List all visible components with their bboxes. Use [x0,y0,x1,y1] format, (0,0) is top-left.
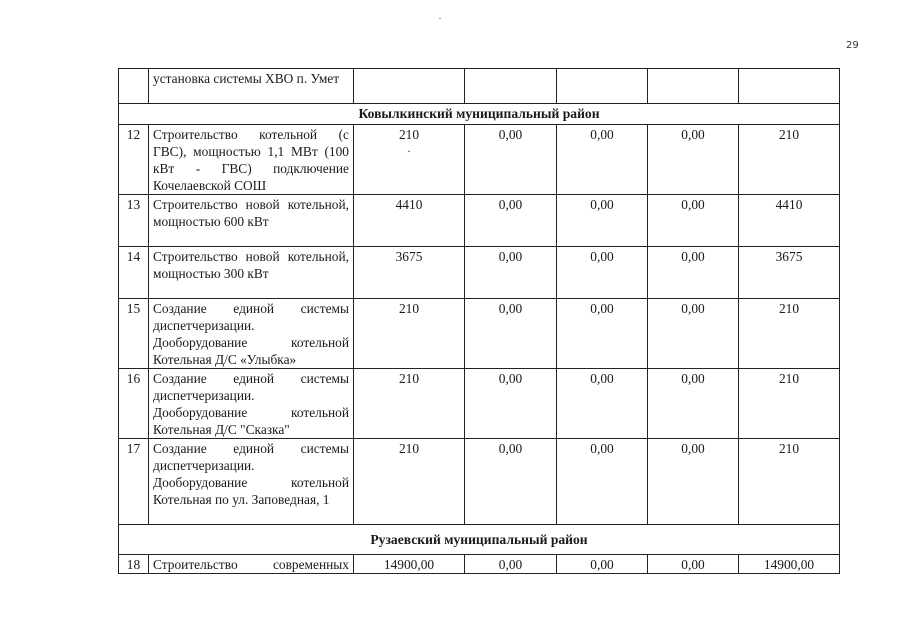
row-description: Создание единой системы диспетчеризации. Дооборудование котельной Котельная Д/С "Сказка" [149,369,354,439]
row-value: 0,00 [648,555,739,574]
row-description: установка системы ХВО п. Умет [149,69,354,104]
row-value: 14900,00 [354,555,465,574]
row-value: 0,00 [648,195,739,247]
row-value [354,69,465,104]
row-value [648,69,739,104]
row-number: 12 [119,125,149,195]
row-value: 0,00 [465,439,557,525]
row-number: 15 [119,299,149,369]
investment-table [118,68,840,574]
row-value: 0,00 [557,369,648,439]
row-value: 0,00 [648,299,739,369]
row-value: 210 [739,369,840,439]
row-value: 210 [354,369,465,439]
row-description: Создание единой системы диспетчеризации. Дооборудование котельной Котельная Д/С «Улыбка» [149,299,354,369]
row-value: 4410 [739,195,840,247]
row-value [354,125,465,195]
row-value: 0,00 [465,555,557,574]
row-value: 0,00 [557,247,648,299]
row-number: 17 [119,439,149,525]
row-number: 14 [119,247,149,299]
table-row [119,439,840,525]
row-value: 0,00 [557,125,648,195]
row-value: 0,00 [648,439,739,525]
row-value: 0,00 [465,299,557,369]
row-value: 3675 [354,247,465,299]
row-number: 13 [119,195,149,247]
table-row [119,125,840,195]
row-value: 3675 [739,247,840,299]
row-description: Строительство новой котельной, мощностью 600 кВт [149,195,354,247]
row-value: 0,00 [465,247,557,299]
row-value: 0,00 [557,439,648,525]
table-row [119,69,840,104]
table-row [119,195,840,247]
row-value [465,69,557,104]
table-row [119,555,840,574]
row-value: 0,00 [648,369,739,439]
section-title: Рузаевский муниципальный район [119,525,840,555]
row-value: 0,00 [465,195,557,247]
row-value: 0,00 [557,299,648,369]
row-value: 14900,00 [739,555,840,574]
row-number: 18 [119,555,149,574]
row-value [557,69,648,104]
row-value: 0,00 [557,555,648,574]
scan-mark [439,18,441,19]
row-value: 0,00 [557,195,648,247]
row-value: 4410 [354,195,465,247]
scan-dot: . [407,141,411,155]
row-value: 0,00 [648,125,739,195]
table-row [119,299,840,369]
row-number: 16 [119,369,149,439]
section-title: Ковылкинский муниципальный район [119,104,840,125]
row-value [739,69,840,104]
row-description: Создание единой системы диспетчеризации. Дооборудование котельной Котельная по ул. Заповедная, 1 [149,439,354,525]
table-row [119,369,840,439]
table-row [119,247,840,299]
row-value: 210 [739,125,840,195]
row-value-text: 210 [398,127,420,142]
row-value: 210 [354,439,465,525]
row-value: 0,00 [465,125,557,195]
row-description: Строительство котельной (с ГВС), мощностью 1,1 МВт (100 кВт - ГВС) подключение Кочелаевской СОШ [149,125,354,195]
section-header-row [119,104,840,125]
page-number: 29 [846,40,859,51]
row-value: 210 [354,299,465,369]
row-value: 0,00 [465,369,557,439]
row-value: 210 [739,299,840,369]
row-description: Строительство современных [149,555,354,574]
row-value: 210 [739,439,840,525]
row-description: Строительство новой котельной, мощностью 300 кВт [149,247,354,299]
row-value: 0,00 [648,247,739,299]
row-number [119,69,149,104]
section-header-row [119,525,840,555]
